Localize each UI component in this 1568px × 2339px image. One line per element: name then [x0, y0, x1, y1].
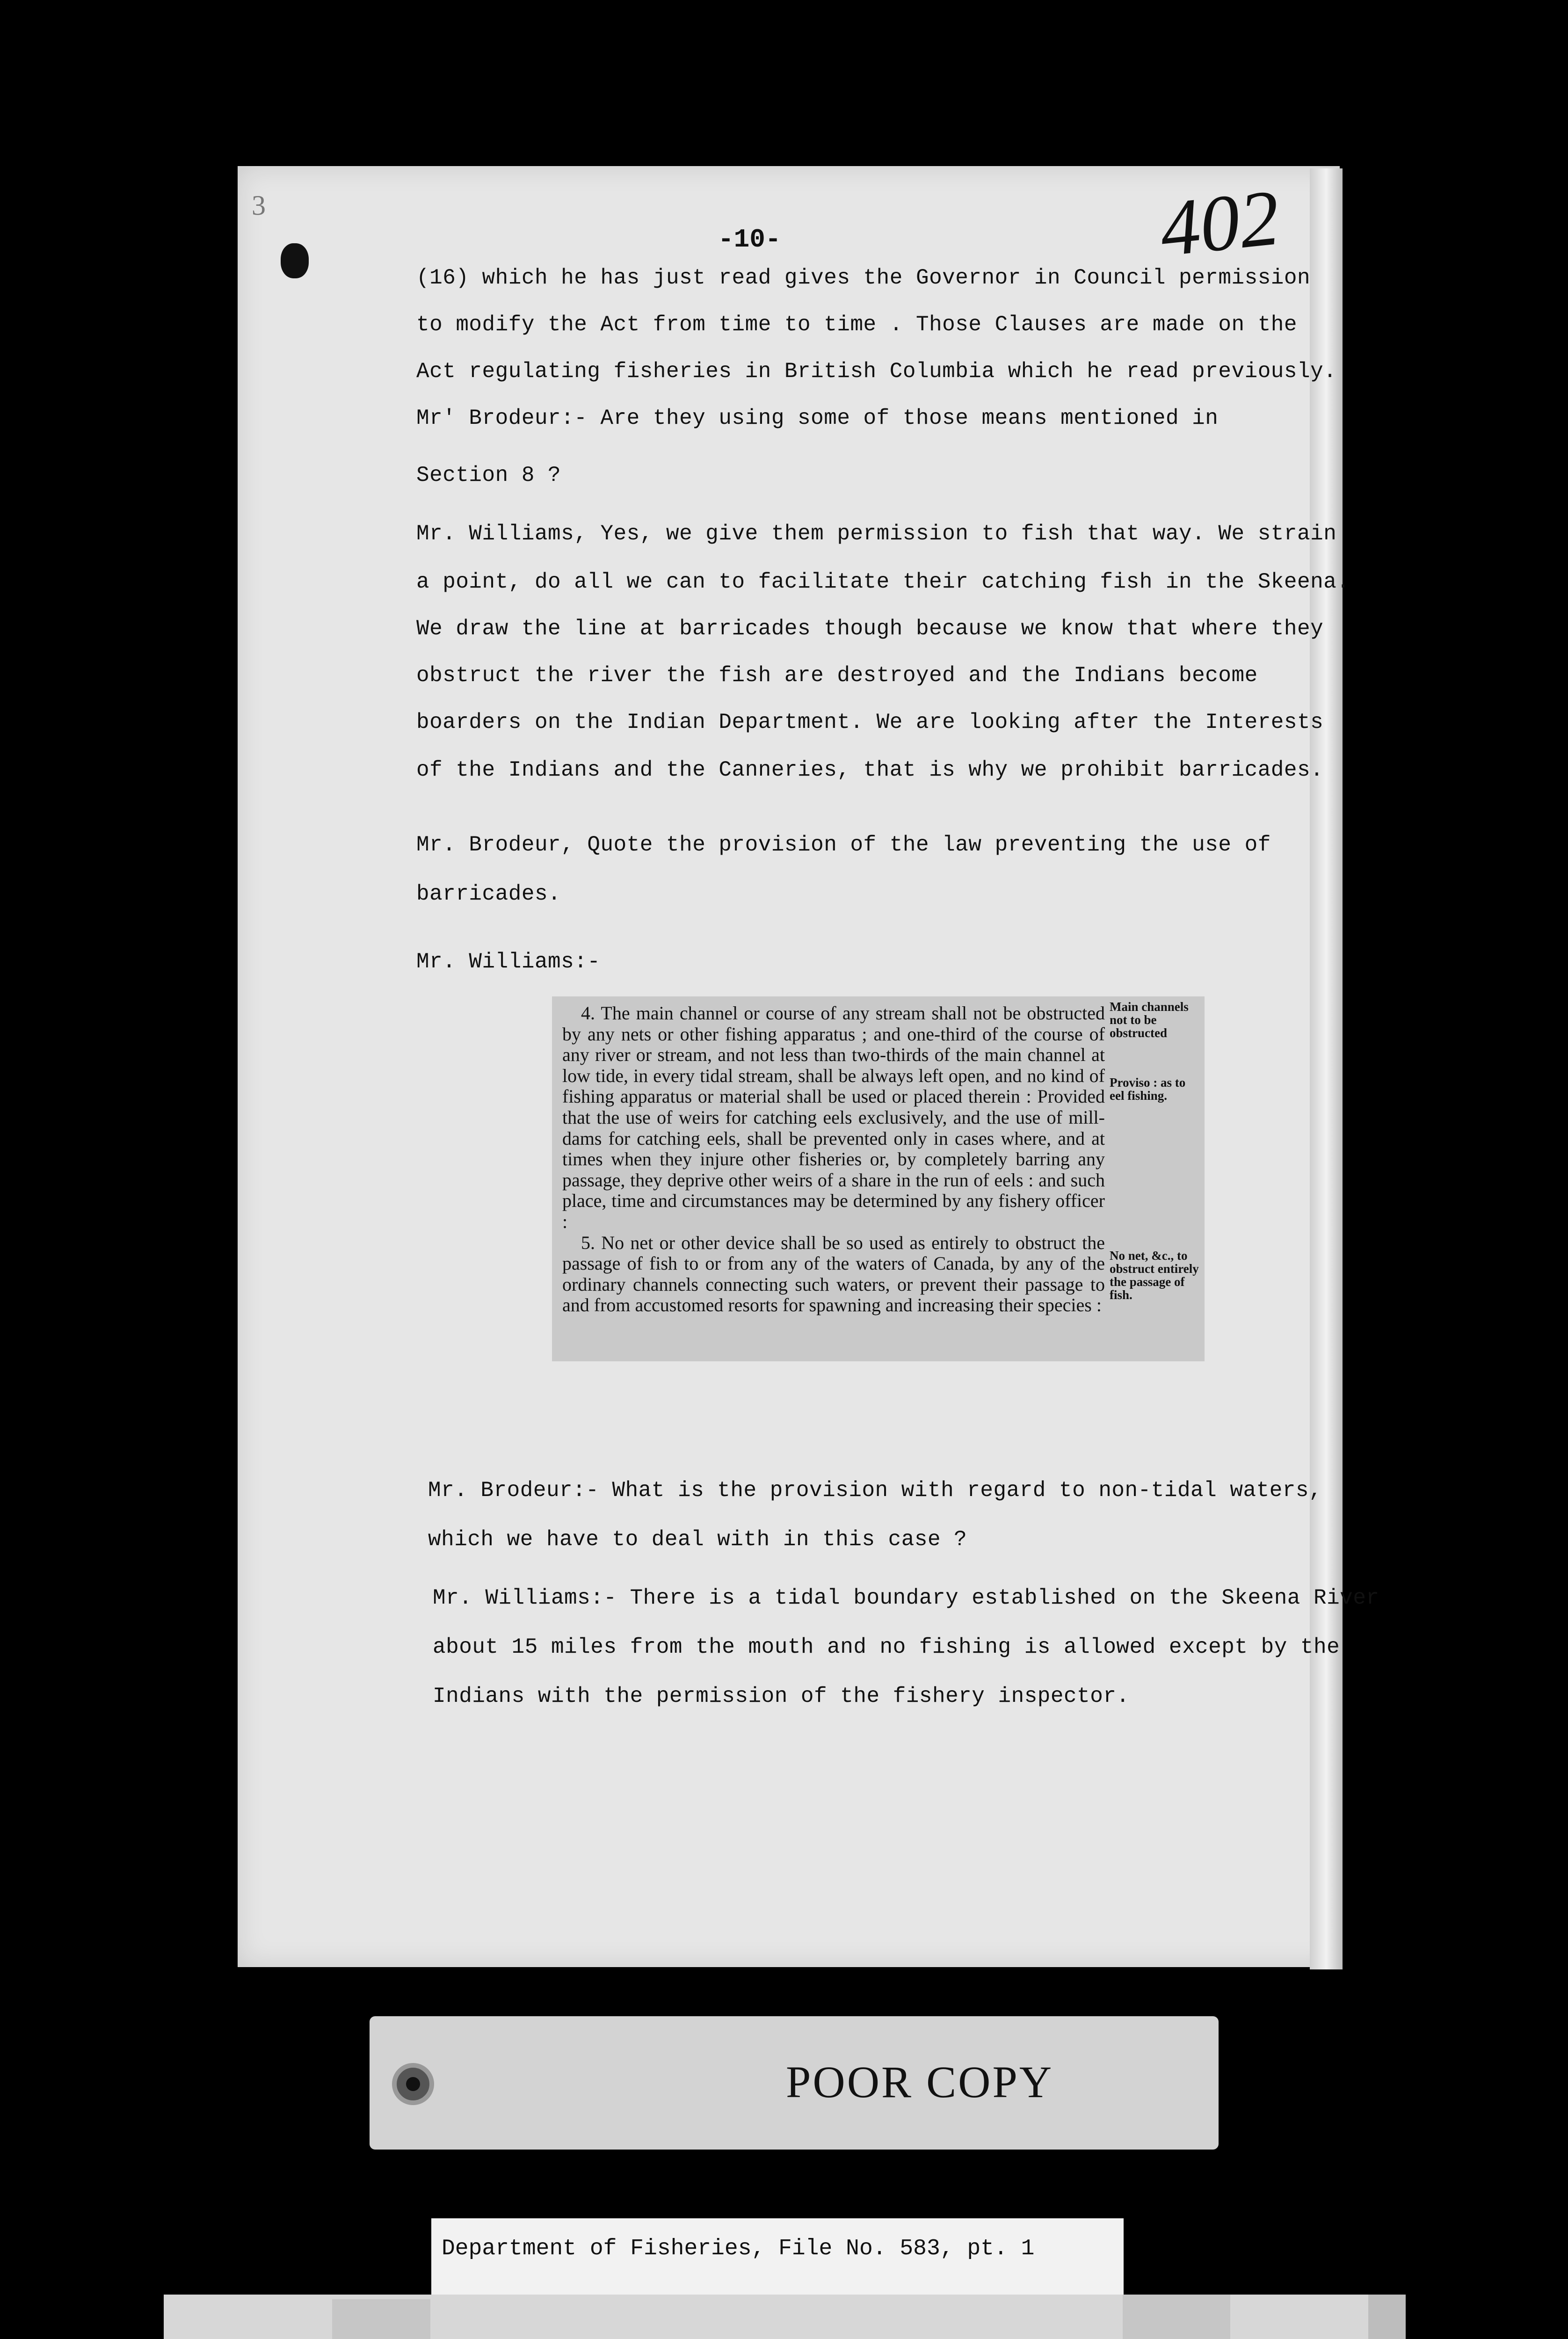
text-line: a point, do all we can to facilitate their catching fish in the Skeena. — [416, 570, 1350, 594]
text-line: Act regulating fisheries in British Columbia which he read previously. — [416, 359, 1337, 384]
page-number: -10- — [718, 225, 781, 254]
text-line: of the Indians and the Canneries, that is why we prohibit barricades. — [416, 758, 1324, 782]
margin-note: Main channels not to be obstructed — [1110, 1000, 1189, 1040]
section-5-text: 5. No net or other device shall be so used as entirely to obstruct the passage of fish to or from any of the waters of Canada, by any of the ordinary channels connecting such waters, or prevent their passage to and from accustomed resorts for spawning and increasing their species : — [562, 1232, 1105, 1316]
text-line: Mr. Brodeur:- What is the provision with regard to non-tidal waters, — [428, 1478, 1322, 1503]
text-line: obstruct the river the fish are destroyed and the Indians become — [416, 663, 1258, 688]
text-line: boarders on the Indian Department. We are looking after the Interests — [416, 710, 1324, 734]
text-line: barricades. — [416, 882, 561, 906]
text-line: Indians with the permission of the fishery inspector. — [433, 1684, 1130, 1708]
text-line: Mr. Williams:- — [416, 950, 601, 974]
stamp-edge — [1368, 2295, 1406, 2339]
text-line: We draw the line at barricades though because we know that where they — [416, 617, 1324, 641]
file-reference-card — [431, 2218, 1124, 2295]
tape-piece — [332, 2299, 430, 2339]
text-line: to modify the Act from time to time . Those Clauses are made on the — [416, 312, 1298, 337]
folio-number: 402 — [1155, 173, 1284, 273]
archives-stamp — [164, 2295, 1406, 2339]
page-edge — [1310, 168, 1343, 1969]
poor-copy-label: POOR COPY — [786, 2057, 1054, 2107]
section-4-text: 4. The main channel or course of any stream shall not be obstructed by any nets or other fishing apparatus ; and one-third of the course of any river or stream, and not less than two-thirds of the main channel at low tide, in every tidal stream, shall be always left open, and no kind of fishing apparatus or material shall be used or placed therein : Provided that the use of weirs for catching eels exclusively, and the use of mill-dams for catching eels, shall be prevented only in cases where, and at times when they injure other fisheries or, by completely barring any passage, they deprive other weirs of a share in the run of eels : and such place, time and circumstances may be determined by any fishery officer : — [562, 1002, 1105, 1232]
margin-mark: 3 — [252, 190, 266, 221]
clipping-body — [562, 1003, 1105, 1316]
grommet-icon — [392, 2063, 434, 2105]
margin-note: No net, &c., to obstruct entirely the passage of fish. — [1110, 1249, 1199, 1302]
text-line: Mr. Williams, Yes, we give them permission to fish that way. We strain — [416, 522, 1337, 546]
text-line: Mr. Brodeur, Quote the provision of the law preventing the use of — [416, 833, 1271, 857]
statute-clipping — [552, 996, 1205, 1361]
punch-hole — [281, 243, 309, 278]
text-line: which we have to deal with in this case ? — [428, 1527, 967, 1552]
file-reference-text: Department of Fisheries, File No. 583, pt. 1 — [442, 2236, 1035, 2261]
text-line: Mr. Williams:- There is a tidal boundary established on the Skeena River — [433, 1586, 1379, 1610]
text-line: (16) which he has just read gives the Governor in Council permission — [416, 266, 1311, 290]
text-line: about 15 miles from the mouth and no fishing is allowed except by the — [433, 1635, 1340, 1659]
margin-note: Proviso : as to eel fishing. — [1110, 1075, 1186, 1103]
tape-piece — [1123, 2295, 1230, 2339]
poor-copy-tag — [370, 2016, 1219, 2150]
text-line: Mr' Brodeur:- Are they using some of those means mentioned in — [416, 406, 1219, 430]
text-line: Section 8 ? — [416, 463, 561, 487]
